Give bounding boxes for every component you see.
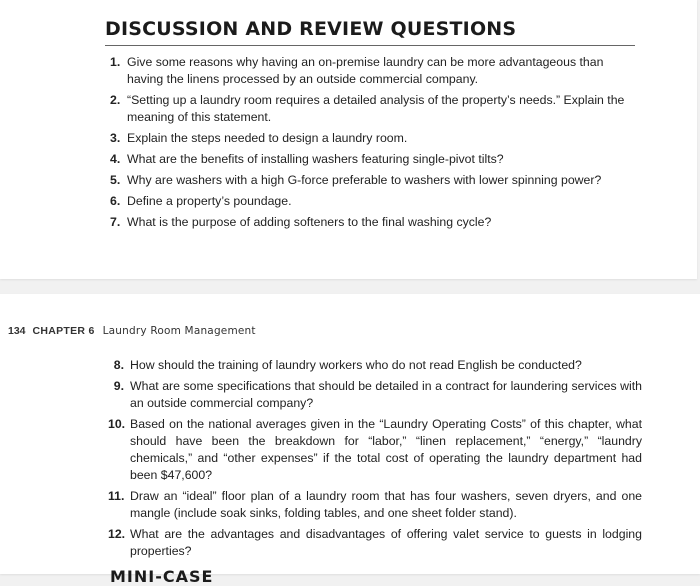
- question-text: What are the advantages and disadvantages of offering valet service to guests in lodging properties?: [130, 527, 642, 558]
- question-text: What are the benefits of installing washers featuring single-pivot tilts?: [127, 152, 504, 166]
- question-text: “Setting up a laundry room requires a detailed analysis of the property’s needs.” Explain the meaning of this statement.: [127, 93, 625, 124]
- question-number: 3.: [110, 131, 121, 145]
- question-item: [110, 92, 640, 126]
- question-item: [110, 193, 640, 210]
- question-text: Define a property’s poundage.: [127, 194, 292, 208]
- question-number: 8.: [113, 358, 124, 372]
- chapter-label: CHAPTER 6: [32, 325, 95, 337]
- question-item: [108, 378, 642, 412]
- question-text: Explain the steps needed to design a laundry room.: [127, 131, 408, 145]
- question-number: 1.: [110, 55, 121, 69]
- question-text: How should the training of laundry workers who do not read English be conducted?: [130, 358, 582, 372]
- question-list-bottom: [108, 357, 642, 564]
- question-number: 7.: [110, 215, 121, 229]
- question-number: 4.: [110, 152, 121, 166]
- question-number: 9.: [113, 379, 124, 393]
- question-item: [110, 214, 640, 231]
- question-item: [108, 357, 642, 374]
- question-number: 5.: [110, 173, 121, 187]
- question-number: 12.: [108, 527, 126, 541]
- question-number: 2.: [110, 93, 121, 107]
- page-number: 134: [8, 325, 26, 337]
- question-number: 11.: [108, 489, 125, 503]
- question-item: [108, 416, 642, 484]
- question-item: [110, 151, 640, 168]
- question-text: Give some reasons why having an on-premise laundry can be more advantageous than having the linens processed by an outside commercial company.: [127, 55, 604, 86]
- question-item: [108, 488, 642, 522]
- question-text: What is the purpose of adding softeners to the final washing cycle?: [127, 215, 492, 229]
- question-text: Draw an “ideal” floor plan of a laundry room that has four washers, seven dryers, and one mangle (include soak sinks, folding tables, and one sheet folder stand).: [130, 489, 642, 520]
- section-heading: DISCUSSION AND REVIEW QUESTIONS: [105, 18, 517, 40]
- question-text: What are some specifications that should be detailed in a contract for laundering services with an outside commercial company?: [130, 379, 642, 410]
- question-item: [110, 54, 640, 88]
- question-number: 10.: [108, 417, 126, 431]
- running-header: [8, 325, 256, 337]
- question-text: Based on the national averages given in the “Laundry Operating Costs” of this chapter, what should have been the breakdown for “labor,” “linen replacement,” “energy,” “laundry chemicals,” and “other expenses” if the total cost of operating the laundry department had been $47,600?: [130, 417, 642, 482]
- bottom-page: [0, 294, 700, 586]
- question-item: [110, 130, 640, 147]
- question-item: [110, 172, 640, 189]
- top-page: [0, 0, 697, 279]
- cut-off-heading: MINI-CASE: [110, 567, 214, 586]
- running-title: Laundry Room Management: [102, 325, 256, 337]
- question-number: 6.: [110, 194, 121, 208]
- question-item: [108, 526, 642, 560]
- question-list-top: [110, 54, 640, 235]
- question-text: Why are washers with a high G-force preferable to washers with lower spinning power?: [127, 173, 602, 187]
- heading-rule: [105, 45, 635, 46]
